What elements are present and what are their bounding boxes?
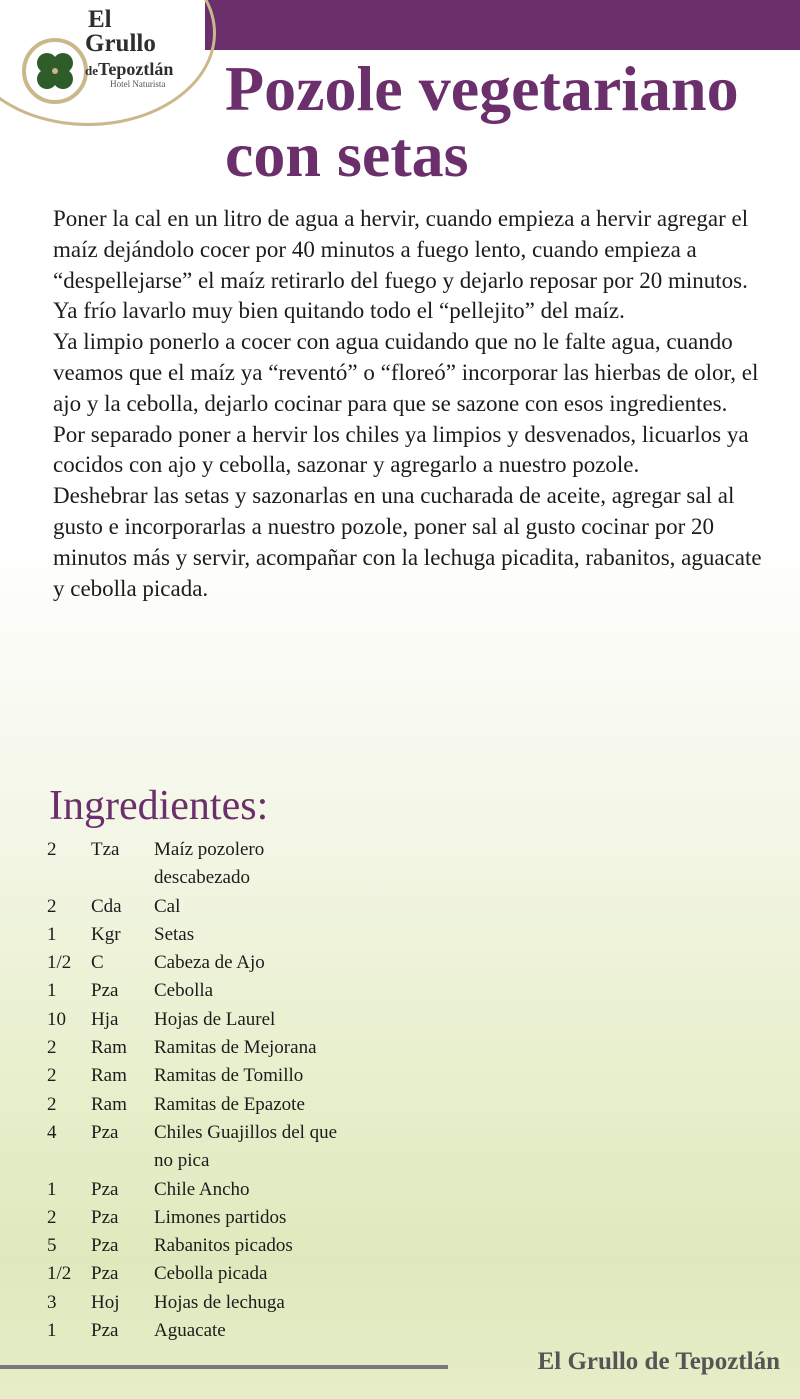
ingredient-qty: 1/2 — [47, 1263, 72, 1285]
ingredient-name: Ramitas de Mejorana — [154, 1037, 317, 1059]
ingredient-row — [47, 1289, 354, 1317]
ingredient-qty: 2 — [47, 1065, 57, 1087]
instruction-paragraph: Ya frío lavarlo muy bien quitando todo el “pellejito” del maíz. — [53, 298, 625, 324]
ingredient-name: Limones partidos — [154, 1206, 287, 1228]
ingredient-qty: 2 — [47, 895, 57, 917]
clover-icon — [30, 46, 80, 96]
ingredient-unit: C — [91, 952, 104, 974]
ingredient-unit: Pza — [91, 1320, 119, 1342]
ingredient-name: Cabeza de Ajo — [154, 952, 265, 974]
ingredient-unit: Tza — [91, 839, 120, 860]
ingredient-row — [47, 949, 354, 977]
ingredient-unit: Pza — [91, 1263, 119, 1285]
ingredient-name: Aguacate — [154, 1320, 226, 1342]
ingredient-row — [47, 1091, 354, 1119]
ingredient-unit: Hja — [91, 1008, 119, 1030]
ingredient-unit: Ram — [91, 1037, 127, 1059]
ingredient-unit: Ram — [91, 1065, 127, 1087]
instruction-paragraph: Ya limpio ponerlo a cocer con agua cuidando que no le falte agua, cuando veamos que el maíz ya “reventó” o “floreó” incorporar las hierbas de olor, el ajo y la cebolla, dejarlo cocinar para que se sazone con esos ingredientes. — [53, 329, 759, 416]
ingredients-heading: Ingredientes: — [49, 783, 269, 829]
ingredient-row — [47, 1317, 354, 1345]
logo-line-3: Tepoztlán — [98, 58, 174, 79]
ingredient-row — [47, 836, 354, 893]
ingredient-row — [47, 1204, 354, 1232]
ingredient-row — [47, 1062, 354, 1090]
ingredient-row — [47, 1006, 354, 1034]
ingredient-row — [47, 1260, 354, 1288]
ingredient-unit: Pza — [91, 980, 119, 1002]
ingredient-name: Cebolla picada — [154, 1263, 268, 1285]
ingredient-name: Chile Ancho — [154, 1178, 250, 1200]
ingredient-row — [47, 921, 354, 949]
recipe-instructions — [53, 204, 773, 604]
ingredient-qty: 2 — [47, 1206, 57, 1228]
footer-divider — [0, 1365, 448, 1369]
ingredient-name: Chiles Guajillos del que no pica — [154, 1121, 338, 1172]
ingredient-name: Setas — [154, 923, 195, 945]
ingredient-qty: 5 — [47, 1235, 57, 1257]
ingredient-qty: 2 — [47, 1093, 57, 1115]
ingredient-unit: Pza — [91, 1178, 119, 1200]
ingredient-name: Cebolla — [154, 980, 214, 1002]
recipe-title: Pozole vegetariano con setas — [225, 53, 739, 190]
footer-brand: El Grullo de Tepoztlán — [537, 1348, 780, 1375]
ingredient-unit: Pza — [91, 1121, 119, 1143]
ingredient-qty: 2 — [47, 839, 57, 860]
ingredient-row — [47, 1034, 354, 1062]
ingredient-qty: 4 — [47, 1121, 57, 1143]
ingredient-unit: Kgr — [91, 923, 121, 945]
ingredient-row — [47, 977, 354, 1005]
ingredient-name: Hojas de lechuga — [154, 1291, 285, 1313]
ingredient-row — [47, 1119, 354, 1176]
logo-subtitle: Hotel Naturista — [110, 79, 166, 90]
ingredient-qty: 2 — [47, 1037, 57, 1059]
ingredient-unit: Ram — [91, 1093, 127, 1115]
ingredient-unit: Pza — [91, 1206, 119, 1228]
ingredient-unit: Cda — [91, 895, 122, 917]
ingredient-row — [47, 1176, 354, 1204]
instruction-paragraph: Poner la cal en un litro de agua a hervir, cuando empieza a hervir agregar el maíz dejándolo cocer por 40 minutos a fuego lento, cuando empieza a “despellejarse” el maíz retirarlo del fuego y dejarlo reposar por 20 minutos. — [53, 206, 749, 293]
logo-line-2: Grullo — [85, 29, 156, 57]
ingredient-unit: Hoj — [91, 1291, 120, 1313]
ingredient-name: Ramitas de Epazote — [154, 1093, 305, 1115]
ingredient-name: Ramitas de Tomillo — [154, 1065, 304, 1087]
ingredient-qty: 1 — [47, 1178, 57, 1200]
ingredient-row — [47, 893, 354, 921]
ingredient-name: Hojas de Laurel — [154, 1008, 276, 1030]
ingredient-qty: 1 — [47, 980, 57, 1002]
logo-de: de — [85, 62, 98, 78]
ingredient-name: Rabanitos picados — [154, 1235, 293, 1257]
header-band — [205, 0, 800, 50]
instruction-paragraph: Deshebrar las setas y sazonarlas en una cucharada de aceite, agregar sal al gusto e incorporarlas a nuestro pozole, poner sal al gusto cocinar por 20 minutos más y servir, acompañar con la lechuga picadita, rabanitos, aguacate y cebolla picada. — [53, 483, 762, 601]
ingredients-table — [47, 836, 354, 1345]
ingredient-row — [47, 1232, 354, 1260]
ingredient-name: Maíz pozolero descabezado — [154, 839, 265, 889]
ingredient-qty: 1 — [47, 923, 57, 945]
logo-emblem — [22, 38, 88, 104]
instruction-paragraph: Por separado poner a hervir los chiles ya limpios y desvenados, licuarlos ya cocidos con ajo y cebolla, sazonar y agregarlo a nuestro pozole. — [53, 421, 749, 478]
ingredient-qty: 10 — [47, 1008, 66, 1030]
logo-line-1: El — [88, 6, 112, 33]
brand-logo — [85, 8, 173, 89]
ingredient-qty: 1/2 — [47, 952, 72, 974]
ingredient-qty: 3 — [47, 1291, 57, 1313]
ingredient-qty: 1 — [47, 1320, 57, 1342]
ingredient-name: Cal — [154, 895, 181, 917]
ingredient-unit: Pza — [91, 1235, 119, 1257]
